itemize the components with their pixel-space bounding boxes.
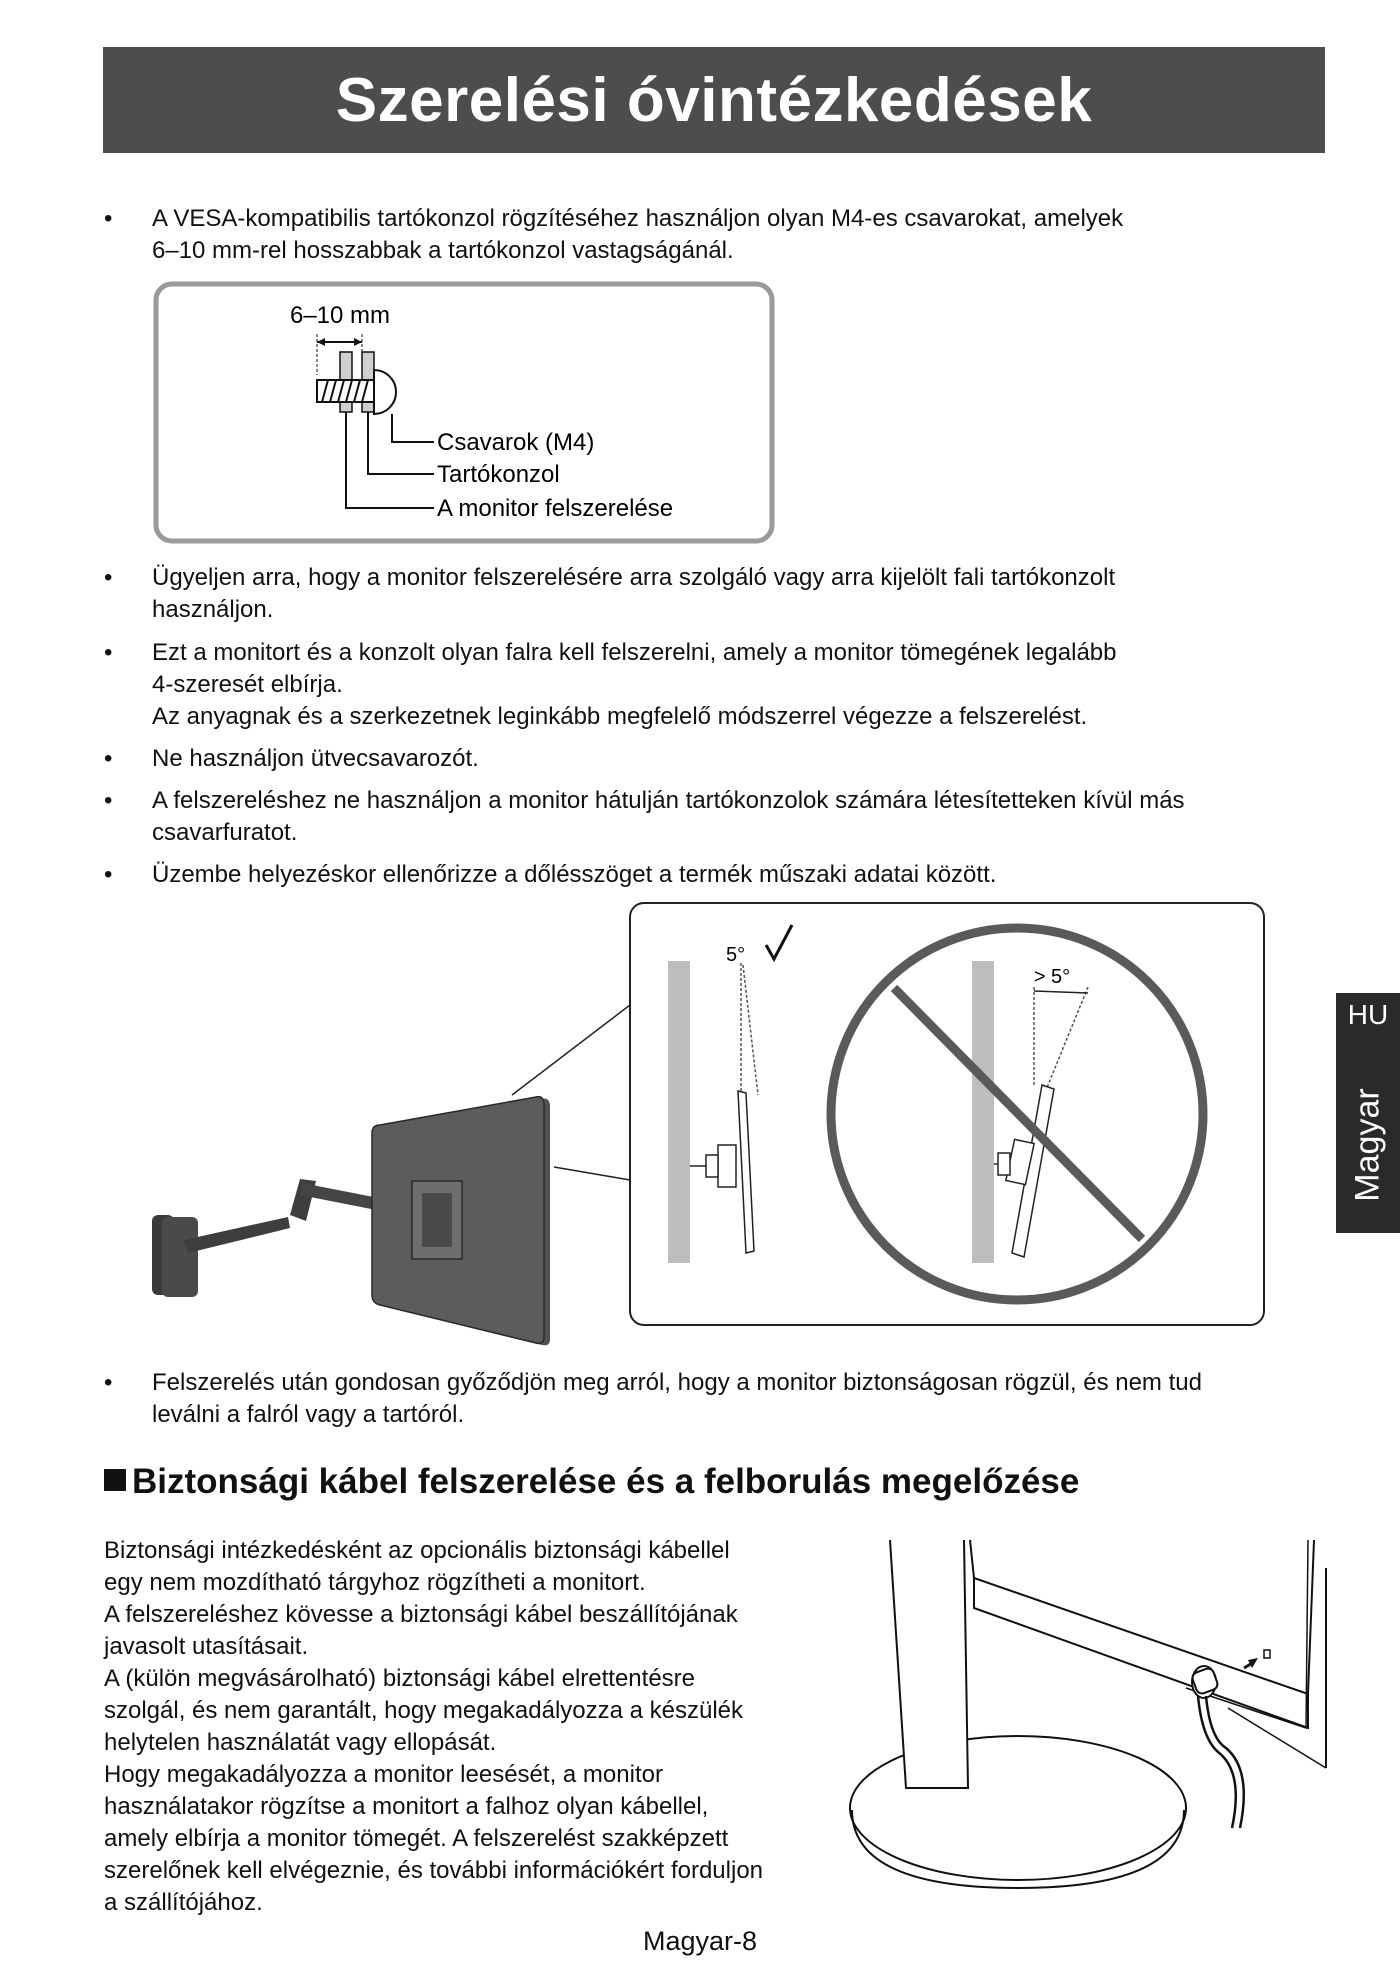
text-line: Felszerelés után gondosan győződjön meg arról, hogy a monitor biztonságosan rögzül, és nem tud (152, 1369, 1202, 1396)
bullet-wall-strength (104, 637, 1334, 733)
text-line: Az anyagnak és a szerkezetnek leginkább megfelelő módszerrel végezze a felszerelést. (152, 703, 1088, 730)
bullet-dot: • (104, 1369, 113, 1396)
bullet-dot: • (104, 745, 113, 772)
bullet-wall-bracket (104, 562, 1334, 626)
screw-diagram (150, 280, 780, 550)
text-line: leválni a falról vagy a tartóról. (152, 1401, 465, 1428)
text-line: 4-szeresét elbírja. (152, 671, 343, 698)
bullet-secure-mount (104, 1367, 1334, 1431)
security-cable (1198, 1696, 1236, 1828)
text-line: 6–10 mm-rel hosszabbak a tartókonzol vastagságánál. (152, 237, 734, 264)
page-number: Magyar-8 (642, 1926, 758, 1956)
section-paragraph (104, 1535, 844, 1919)
text-line: Hogy megakadályozza a monitor leesését, a monitor (104, 1761, 663, 1788)
bullet-text (152, 743, 1334, 775)
tilt-detail-frame (630, 903, 1264, 1325)
bullet-text (152, 637, 1334, 733)
text-line: A (külön megvásárolható) biztonsági kábel elrettentésre (104, 1665, 695, 1692)
text-line: amely elbírja a monitor tömegét. A felszerelést szakképzett (104, 1825, 729, 1852)
label-monitor-mount: A monitor felszerelése (437, 495, 674, 522)
bullet-text (152, 203, 1334, 267)
stand-neck (890, 1540, 968, 1788)
leader-monitor (346, 412, 434, 508)
text-line: Üzembe helyezéskor ellenőrizze a dőlésszöget a termék műszaki adatai között. (152, 861, 997, 888)
bullet-tilt-check (104, 859, 1334, 891)
tilt-diagram (140, 895, 1280, 1355)
text-line: javasolt utasításait. (104, 1633, 309, 1660)
bad-angle-label: > 5° (1033, 966, 1071, 988)
arrow-head-right (354, 338, 362, 346)
language-name: Magyar (1348, 1088, 1387, 1202)
bullet-dot: • (104, 205, 113, 232)
text-line: Biztonsági intézkedésként az opcionális biztonsági kábellel (104, 1537, 730, 1564)
text-line: A felszereléshez ne használjon a monitor hátulján tartókonzolok számára létesítetteken kívül más (152, 787, 1185, 814)
monitor-back (970, 1540, 1314, 1694)
square-bullet-icon (104, 1469, 126, 1491)
bullet-dot: • (104, 787, 113, 814)
bullet-screw-holes (104, 785, 1334, 849)
text-line: helytelen használatát vagy ellopását. (104, 1729, 497, 1756)
text-line: A VESA-kompatibilis tartókonzol rögzítéséhez használjon olyan M4-es csavarokat, amelyek (152, 205, 1124, 232)
text-line: Ne használjon ütvecsavarozót. (152, 745, 479, 772)
bullet-text (152, 1367, 1334, 1431)
text-line: használjon. (152, 596, 274, 623)
dimension-label: 6–10 mm (289, 302, 391, 329)
bullet-dot: • (104, 564, 113, 591)
leader-screws (392, 414, 434, 442)
ok-angle-label: 5° (726, 944, 746, 966)
lock-slot-icon (1264, 1650, 1270, 1658)
language-tab (1336, 993, 1400, 1233)
text-line: csavarfuratot. (152, 819, 298, 846)
text-line: A felszereléshez kövesse a biztonsági kábel beszállítójának (104, 1601, 738, 1628)
label-screws: Csavarok (M4) (437, 429, 595, 456)
text-line: a szállítójához. (104, 1889, 263, 1916)
bullet-no-impact-driver (104, 743, 1334, 775)
section-heading-text: Biztonsági kábel felszerelése és a felborulás megelőzése (132, 1462, 1080, 1501)
label-bracket: Tartókonzol (437, 461, 560, 488)
stand-base (850, 1736, 1186, 1880)
callout-line (554, 1167, 630, 1180)
bullet-text (152, 562, 1334, 626)
bullet-dot: • (104, 861, 113, 888)
text-line: használatakor rögzítse a monitort a falhoz olyan kábellel, (104, 1793, 709, 1820)
bullet-text (152, 785, 1334, 849)
monitor-illustration (372, 1097, 550, 1346)
text-line: egy nem mozdítható tárgyhoz rögzítheti a monitort. (104, 1569, 646, 1596)
bullet-vesa-screws (104, 203, 1334, 267)
page-title: Szerelési óvintézkedések (103, 47, 1325, 153)
bullet-text (152, 859, 1334, 891)
text-line: szolgál, és nem garantált, hogy megakadályozza a készülék (104, 1697, 744, 1724)
text-line: szerelőnek kell elvégeznie, és további információkért forduljon (104, 1857, 764, 1884)
text-line: Ezt a monitort és a konzolt olyan falra kell felszerelni, amely a monitor tömegének legalább (152, 639, 1117, 666)
bullet-dot: • (104, 639, 113, 666)
section-heading (104, 1462, 1079, 1502)
language-code: HU (1347, 999, 1389, 1030)
screw-head (374, 370, 396, 414)
callout-line (512, 1005, 630, 1095)
arrow-head-left (317, 338, 325, 346)
security-cable-illustration (848, 1538, 1338, 1898)
text-line: Ügyeljen arra, hogy a monitor felszerelésére arra szolgáló vagy arra kijelölt fali tartókonzolt (152, 564, 1116, 591)
